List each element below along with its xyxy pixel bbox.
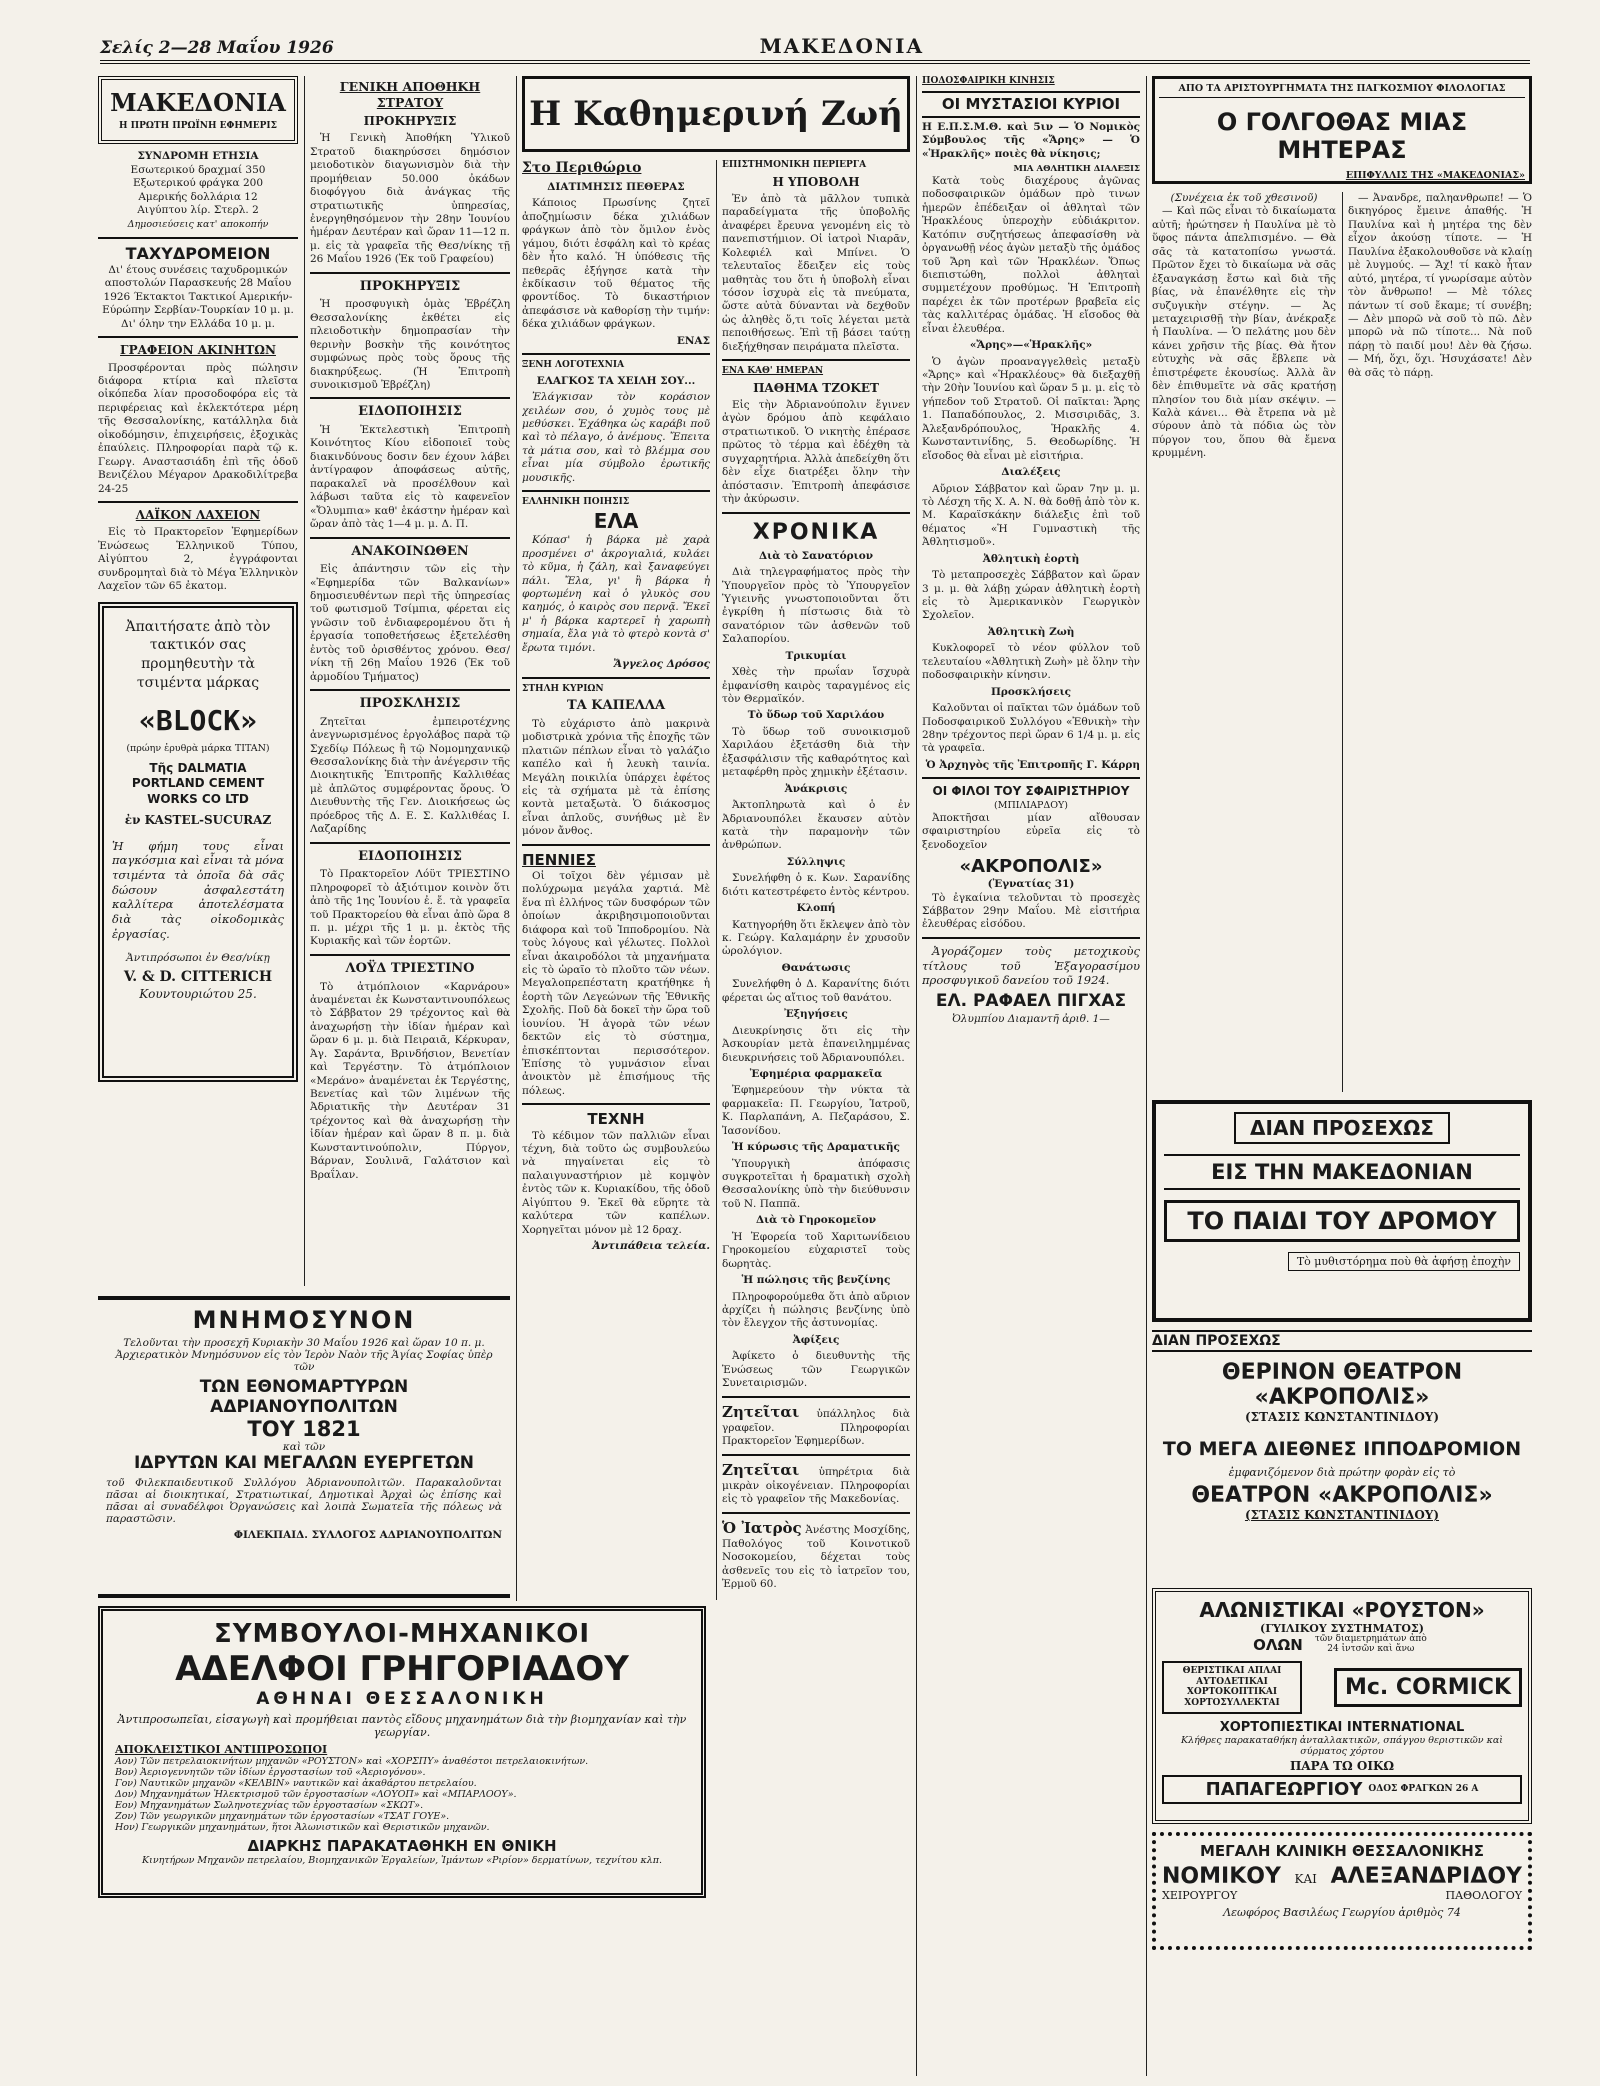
- buy-sign: ΕΛ. ΡΑΦΑΕΛ ΠΙΓΧΑΣ: [935, 991, 1127, 1012]
- sports-text5: Κυκλοφορεῖ τὸ νέον φύλλον τοῦ τελευταίου «Ἀθλητικὴ Ζωὴ» μὲ ὅλην τὴν ποδοσφαιρικὴν κίνησιν.: [922, 642, 1140, 682]
- art-sign: Ἀντιπάθεια τελεία.: [592, 1240, 710, 1253]
- lloyd-title: ΛΟΫΔ ΤΡΙΕΣΤΙΝΟ: [345, 960, 475, 976]
- engineers-footer: ΔΙΑΡΚΗΣ ΠΑΡΑΚΑΤΑΘΗΚΗ ΕΝ ΘΝΙΚΗ: [247, 1837, 557, 1855]
- column-1: [98, 76, 298, 1286]
- doctor-text: Ἀνέστης Μοσχίδης, Παθολόγος τοῦ Κοινοτικοῦ Νοσοκομείου, δέχεται τοὺς ἀσθενεῖς του εἰς τὸ ἰατρεῖον του, Ἐρμοῦ 60.: [722, 1523, 910, 1591]
- chronicle-list: [722, 550, 910, 1391]
- margin-sign: ΕΝΑΣ: [676, 334, 710, 347]
- chronicle-item-text: Συνελήφθη ὁ Δ. Καρανίτης διότι φέρεται ὡς αἴτιος τοῦ θανάτου.: [722, 978, 910, 1004]
- notice-text: Ἡ προσφυγικὴ ὁμὰς Ἐβρέζλη Θεσσαλονίκης ἐκθέτει εἰς πλειοδοτικὴν δημοπρασίαν τὴν θερινὴν βοσκὴν τῆς κοινότητος συμφώνως πρὸς τοὺς ὅρους τῆς διακηρύξεως. (Ἡ Ἐπιτροπὴ συνοικισμοῦ Ἐβρέζλη): [310, 298, 510, 391]
- engineers-title1: ΣΥΜΒΟΥΛΟΙ-ΜΗΧΑΝΙΚΟΙ: [213, 1619, 591, 1649]
- poem2-head: ΕΛΛΗΝΙΚΗ ΠΟΙΗΣΙΣ: [522, 497, 630, 508]
- chronicle-item-head: Τὸ ὕδωρ τοῦ Χαριλάου: [747, 709, 885, 722]
- sports-h4: Ἀθλητικὴ ἑορτὴ: [982, 552, 1080, 565]
- chronicle-item-head: Σύλληψις: [786, 855, 846, 868]
- sports-sign: Ὁ Ἀρχηγὸς τῆς Ἐπιτροπῆς Γ. Κάρρη: [925, 758, 1140, 771]
- theatre2-title: ΘΕΑΤΡΟΝ «ΑΚΡΟΠΟΛΙΣ»: [1191, 1483, 1493, 1508]
- serial-sub: ΕΠΙΦΥΛΛΙΣ ΤΗΣ «ΜΑΚΕΔΟΝΙΑΣ»: [1345, 170, 1525, 181]
- wanted2-head: Ζητεῖται: [722, 1460, 800, 1479]
- memorial-title: ΜΝΗΜΟΣΥΝΟΝ: [192, 1306, 416, 1334]
- wanted2-text: ὑπηρέτρια διὰ μικρὰν οἰκογένειαν. Πληροφορίαι εἰς τὸ γραφεῖον τῆς Μακεδονίας.: [722, 1465, 910, 1506]
- sports-text3: Αὔριον Σάββατον καὶ ὥραν 7ην μ. μ. τὸ Λέσχη τῆς Χ. Α. Ν. θὰ δοθῇ ἀπὸ τὸν κ. Μ. Καραϊσκάκην διάλεξις ἐπὶ τοῦ θέματος «Ἡ Γυμναστικὴ τῆς Ἀθλητισμοῦ».: [922, 482, 1140, 549]
- art-text: Τὸ κέδιμον τῶν παλλιῶν εἶναι τέχνη, διὰ τοῦτο ὡς συμβουλεύω νὰ πηγαίνεται εἰς τὸ παλαιγυναστήριον μὲ κομψὸν ἐντὸς τῶν κ. Κυριακίδου, τῆς ὁδοῦ Αἰγύπτου 9. Ἐκεῖ θὰ εὕρητε τὰ καλύτερα τῶν καπέλων. Χορηγεῖται μόνον μὲ 12 δραχ.: [522, 1129, 710, 1236]
- thresh-sizes: τῶν διαμετρημάτων ἀπὸ 24 ἰντσῶν καὶ ἄνω: [1314, 1634, 1427, 1654]
- thresh-addr: ΟΔΟΣ ΦΡΑΓΚΩΝ 26 Α: [1368, 1784, 1479, 1795]
- alert1-c: ΤΟ ΠΑΙΔΙ ΤΟΥ ΔΡΟΜΟΥ: [1164, 1200, 1520, 1242]
- clinic-name2: ΑΛΕΞΑΝΔΡΙΔΟΥ: [1330, 1864, 1522, 1889]
- clinic-and: ΚΑΙ: [1294, 1872, 1317, 1886]
- buy-addr: Ὀλυμπίου Διαμαντῆ ἀριθ. 1—: [952, 1012, 1110, 1025]
- billiard-title: ΟΙ ΦΙΛΟΙ ΤΟΥ ΣΦΑΙΡΙΣΤΗΡΙΟΥ: [932, 784, 1130, 799]
- chronicle-item-head: Διὰ τὸ Γηροκομεῖον: [755, 1214, 877, 1227]
- thresh-at: ΠΑΡΑ ΤΩ ΟΙΚΩ: [1289, 1758, 1395, 1773]
- chronicle-item-text: Διευκρίνησις ὅτι εἰς τὴν Ἀσκουρίαν μετὰ ἐπανειλημμένας διευκρινήσεις τοῦ Ἀδριανουπόλει.: [722, 1024, 910, 1064]
- subscription-line: Αιγύπτου λίρ. Στερλ. 2: [137, 203, 259, 216]
- wanted1-head: Ζητεῖται: [722, 1402, 800, 1421]
- clinic-name1: ΝΟΜΙΚΟΥ: [1162, 1864, 1281, 1889]
- chronicle-item-head: Ἡ κύρωσις τῆς Δραματικῆς: [732, 1141, 900, 1154]
- memorial-signature: ΦΙΛΕΚΠΑΙΔ. ΣΥΛΛΟΓΟΣ ΑΔΡΙΑΝΟΥΠΟΛΙΤΩΝ: [233, 1529, 502, 1541]
- chronicle-item-text: Χθὲς τὴν πρωΐαν ἴσχυρὰ ἐμφανίσθη καιρὸς ταραγμένος εἰς τὸν Θερμαϊκόν.: [722, 666, 910, 706]
- invitation-title: ΠΡΟΣΚΛΗΣΙΣ: [359, 696, 461, 712]
- daily-sub: ΠΑΘΗΜΑ ΤΖΟΚΕΤ: [753, 380, 879, 395]
- engineers-ad: [98, 1606, 706, 1898]
- serial-cont: (Συνέχεια ἐκ τοῦ χθεσινοῦ): [1170, 192, 1318, 204]
- post-title: ΤΑΧΥΔΡΟΜΕΙΟΝ: [125, 243, 271, 263]
- clinic-ad: [1152, 1832, 1532, 1950]
- clinic-role1: ΧΕΙΡΟΥΡΓΟΥ: [1162, 1889, 1238, 1902]
- masthead: [100, 34, 1530, 64]
- daily-text: Εἰς τὴν Ἀδριανούπολιν ἔγινεν ἀγὼν δρόμου ἀπὸ κεφάλαιο στρατιωτικοῦ. Ὁ νικητὴς ἐπέρασε πρῶτος τὸ τέρμα καὶ ἐδέχθη τὰ συγχαρητήρια. Ἀλλὰ ἀπεδείχθη ὅτι δὲν εἶχε διατρέξει ὅλην τὴν ἀπόστασιν. Ἐπιτροπὴ ἀπεφάσισε τὴν ἀκύρωσιν.: [722, 399, 910, 506]
- chronicle-item-text: Ἡ Ἐφορεία τοῦ Χαριτωνίδειου Γηροκομείου εὐχαριστεῖ τοὺς δωρητὰς.: [722, 1230, 910, 1270]
- engineers-item: Βον) Ἀεριογεννητῶν τῶν ἰδίων ἐργοστασίων τοῦ «Ἀεριογόνου».: [115, 1767, 426, 1778]
- theatre2-sub: (ΣΤΑΣΙΣ ΚΩΝΣΤΑΝΤΙΝΙΔΟΥ): [1244, 1508, 1440, 1522]
- poem2-sign: Ἄγγελος Δρόσος: [613, 658, 710, 671]
- sports-title: ΟΙ ΜΥΣΤΑΣΙΟΙ ΚΥΡΙΟΙ: [922, 91, 1140, 118]
- memorial-line2: ΤΟΥ 1821: [247, 1417, 361, 1441]
- science-text: Ἐν ἀπὸ τὰ μᾶλλον τυπικὰ παραδείγματα τῆς ὑποβολῆς ἀναφέρει ἔρευνα γενομένη εἰς τὸ πανεπιστήμιον. Οἱ ἰατροὶ Νιαρᾶν, Κολεφιέλ καὶ Μπίνει. Ὁ τελευταῖος ἔδειξεν εἰς τοὺς μαθητὰς του ὅτι ἡ ὑποβολὴ εἶναι τόσον ἰσχυρὰ εἰς τὰ πνεύματα, ὥστε αὐτὰ δύνανται νὰ δεχθοῦν ὡς ἀληθὲς ὅ,τι τοῖς λέγεται μετὰ πεποιθήσεως. Ἐπὶ τῇ βάσει ταύτῃ διεξήχθησαν πειράματα πλεῖστα.: [722, 192, 910, 353]
- clinic-role2: ΠΑΘΟΛΟΓΟΥ: [1445, 1889, 1522, 1902]
- invitation-text: Ζητεῖται ἐμπειροτέχνης ἀνεγνωρισμένος ἐργολάβος παρὰ τῷ Σχεδίῳ Πόλεως ἢ τῷ Νομομηχανικῷ Θεσσαλονίκης διὰ τὴν ἀνέγερσιν τῆς Διοικητικῆς Ἐπιτροπῆς Καλλιθέας μὲ ἀπλῶτος συμφέροντας ὅρους. Ὁ Διευθυντὴς τῆς Γεν. Διοικήσεως ὡς πρόεδρος τῆς Δ. Ε. Σ. Καλλιθέας Ι. Λαζαρίδης: [310, 715, 510, 836]
- alert1-b: ΕΙΣ ΤΗΝ ΜΑΚΕΔΟΝΙΑΝ: [1164, 1154, 1520, 1190]
- margin-text: Κάποιος Πρωσίνης ζητεῖ ἀποζημίωσιν δέκα χιλιάδων φράγκων ἀπὸ τὸν ὅμιλον ἑνὸς γάμου, διότι ἐσφάλη καὶ τὸ κρέας δὲν ἦτο καλό. Ἡ ὑπόθεσις τῆς πεθερᾶς ἐξήγησε κατὰ τὴν ἐκδίκασιν τοῦ θέματος τῆς φροντίδος. Τὸ δικαστήριον ἀπεφάσισε νὰ καθορίσῃ τὴν τιμήν: δέκα χιλιάδων φράγκων.: [522, 197, 710, 331]
- serial-col-a: [1152, 192, 1336, 1092]
- engineers-intro: Ἀντιπροσωπεῖαι, εἰσαγωγὴ καὶ προμήθειαι παντὸς εἴδους μηχανημάτων διὰ τὴν βιομηχανίαν καὶ τὴν γεωργίαν.: [117, 1713, 687, 1739]
- chronicle-item-text: Διὰ τηλεγραφήματος πρὸς τὴν Ὑπουργεῖον πρὸς τὸ Ὑπουργεῖον Ὑγιεινῆς γνωστοποιοῦνται ὅτι ἐγκρίθη ἡ πίστωσις διὰ τὸ σανατόριον τῶν ἀσθενῶν τοῦ Σαλαπορίου.: [722, 566, 910, 646]
- cement-claim: Ἡ φήμη τους εἶναι παγκόσμια καὶ εἶναι τὰ μόνα τσιμέντα τὰ ὁποῖα δὰ σᾶς δώσουν ἀσφαλεστάτη καλλίτερα ἀποτελέσματα διὰ τὰς οἰκοδομικὰς ἐργασίας.: [112, 838, 284, 941]
- army-title: ΓΕΝΙΚΗ ΑΠΟΘΗΚΗ ΣΤΡΑΤΟΥ: [339, 79, 481, 110]
- cement-brand: «BLOCK»: [138, 704, 257, 738]
- poem2-text: Κόπασ' ἡ βάρκα μὲ χαρὰ προσμένει σ' ἀκρογιαλιά, κυλάει τὸ κῦμα, ἡ ζάλη, καὶ ξαναφεύγει πάλι. Ἔλα, γι' ἢ βάρκα ἡ φορτωμένη καὶ ὁ γλυκὸς σου καημός, ὁ καιρὸς σου περνᾷ. Ἔκεῖ μ' ἡ βάρκα καρτερεῖ ἡ χαρωπὴ σημαία, ἔλα γιὰ τὸ φτερὸ κοντὰ σ' ἔρωτα τιμόνι.: [522, 534, 710, 654]
- sports-text6: Καλοῦνται οἱ παῖκται τῶν ὁμάδων τοῦ Ποδοσφαιρικοῦ Συλλόγου «Ἐθνικὴ» τὴν 28ην τρέχοντος περὶ ὥραν 6 1/4 μ. μ. εἰς τὰ γραφεῖα.: [922, 702, 1140, 755]
- billiard-sub: (ΜΠΙΛΙΑΡΔΟΥ): [994, 799, 1068, 811]
- sports-h3: Διαλέξεις: [1001, 466, 1061, 479]
- chronicle-item-head: Τρικυμίαι: [785, 649, 847, 662]
- poem-text: Ἐλάγκισαν τὸν κοράσιον χειλέων σου, ὁ χυμὸς τους μὲ μεθύσκει. Ἐχάθηκα ὡς καράβι ποῦ καὶ τὸ πέλαγο, ὁ ἀνέμους. Ἔπειτα τὰ μάτια σου, καὶ τὸ βλέμμα σου εἶναι μία σύμβολο ἐρωτικῆς μουσικῆς.: [522, 391, 710, 484]
- thresh-extra: Κλήθρες παρακαταθήκη ἀνταλλακτικῶν, σπάγγου θεριστικῶν καὶ σύρματος χόρτου: [1181, 1734, 1503, 1757]
- chronicle-item-head: Διὰ τὸ Σανατόριον: [759, 549, 873, 562]
- art-head: ΤΕΧΝΗ: [587, 1110, 645, 1129]
- sports-h2: «Ἄρης»—«Ἡρακλῆς»: [969, 339, 1093, 352]
- chronicle-item-head: Ἐφημέρια φαρμακεῖα: [749, 1067, 883, 1080]
- chronicle-item-head: Ἡ πώλησις τῆς βενζίνης: [741, 1274, 891, 1287]
- ladies-head: ΣΤΗΛΗ ΚΥΡΙΩΝ: [522, 683, 604, 694]
- engineers-title3: ΑΘΗΝΑΙ ΘΕΣΣΑΛΟΝΙΚΗ: [256, 1689, 548, 1709]
- chronicle-item-head: Ἀφίξεις: [792, 1333, 840, 1346]
- communique-title: ΑΝΑΚΟΙΝΩΘΕΝ: [351, 543, 469, 559]
- army-subtitle: ΠΡΟΚΗΡΥΞΙΣ: [363, 114, 457, 128]
- chronicle-item-text: Πληροφορούμεθα ὅτι ἀπὸ αὔριον ἀρχίζει ἡ πώλησις βενζίνης ὑπὸ τὸν ἔλεγχον τῆς ἀστυνομίας.: [722, 1290, 910, 1330]
- theatre1-title: ΘΕΡΙΝΟΝ ΘΕΑΤΡΟΝ «ΑΚΡΟΠΟΛΙΣ»: [1221, 1360, 1463, 1410]
- poem2-title: ΕΛΑ: [593, 508, 639, 533]
- subscription-line: Εξωτερικού φράγκα 200: [132, 177, 264, 190]
- lottery-text: Εἰς τὸ Πρακτορεῖον Ἐφημερίδων Ἐνώσεως Ἑλληνικοῦ Τύπου, Αἰγύπτου 2, ἐγγράφονται συνδρομηταὶ διὰ τὸ Μέγα Ἑλληνικὸν Λαχεῖον τῶν 65 ἐκατομ.: [98, 526, 298, 593]
- memorial-intro: Τελοῦνται τὴν προσεχῆ Κυριακὴν 30 Μαΐου 1926 καὶ ὥραν 10 π. μ. Ἀρχιερατικὸν Μνημόσυνον εἰς τὸν Ἱερὸν Ναὸν τῆς Ἁγίας Σοφίας ὑπὲρ τῶν: [115, 1337, 493, 1373]
- chronicle-item-head: Ἐξηγήσεις: [784, 1008, 848, 1021]
- ads-note: Δημοσιεύσεις κατ' αποκοπήν: [127, 219, 269, 231]
- tennis-text: Οἱ τοῖχοι δὲν γέμισαν μὲ πολύχρωμα μεγάλα χαρτιά. Μὲ ἕνα πὶ ἑλλήνος τῶν δυσφόρων τῶν ὁποίων ἀκριβησιμοποιοῦνται διάφορα καὶ τοῦ Ἱπποδρομίου. Νὰ τοὺς λόγους καὶ γέλωτες. Πολλοὶ εἶναι ἀκαιροδόλοι τὰ μηχανήματα εἰς τὸ ὡραῖο τὸ πλοῦτο τῶν νέων. Μεγαλοπρεπέστατη κρατήθηκε ἡ ἑορτὴ τῶν Λεγεώνων τῆς Ἐθνικῆς Σχολῆς. Ποῦ δὰ δοκεῖ τὴν ὥρα τοῦ ἰουνίου. Ἡ ἀγορὰ τῶν νέων δεκτῶν εἰς τὸ σύστημα, ἐπισκέπτονται περισσότερον. Ἐπίσης τὸ γυμνάσιον εἶναι ἀνοικτὸν μὲ ἐπισήμους τῆς πόλεως.: [522, 869, 710, 1097]
- chronicle-item-text: Ὑπουργικὴ ἀπόφασις συγκροτεῖται ἡ δραματικὴ σχολὴ Θεσσαλονίκης ὑπὸ τὴν διεύθυνσιν τοῦ Ν. Παππᾶ.: [722, 1157, 910, 1210]
- billiard-text: Ἀποκτῆσαι μίαν αἴθουσαν σφαιριστηρίου εὐρεῖα εἰς τὸ ξενοδοχεῖον: [922, 811, 1140, 851]
- alert1-a: ΔΙΑΝ ΠΡΟΣΕΧΩΣ: [1234, 1112, 1450, 1144]
- doctor: [722, 1519, 910, 1592]
- communique-text: Εἰς ἀπάντησιν τῶν εἰς τὴν «Ἐφημερίδα τῶν Βαλκανίων» δημοσιευθέντων περὶ τῆς ὑπηρεσίας τοῦ φωτισμοῦ Τσίμπια, φέρεται εἰς γνῶσιν τοῦ ἐνδιαφερομένου ὅτι ἡ ἐργασία τοποθετήσεως ἐξετελέσθη ἐντὸς τοῦ ὁρισθέντος χρόνου. Θεσ/νίκη τῇ 26ῃ Μαΐου 1926 (Ἐκ τοῦ ἀρμοδίου Τμήματος): [310, 563, 510, 683]
- serial-head: ΑΠΟ ΤΑ ΑΡΙΣΤΟΥΡΓΗΜΑΤΑ ΤΗΣ ΠΑΓΚΟΣΜΙΟΥ ΦΙΛΟΛΟΓΙΑΣ: [1159, 83, 1525, 98]
- daily-life-banner: [522, 76, 910, 152]
- cement-intro: Ἀπαιτήσατε ἀπὸ τὸν τακτικόν σας προμηθευτὴν τὰ τσιμέντα μάρκας: [125, 618, 271, 692]
- office-title: ΓΡΑΦΕΙΟΝ ΑΚΙΝΗΤΩΝ: [120, 343, 276, 358]
- paper-logo-box: [98, 76, 298, 144]
- serial-title: Ο ΓΟΛΓΟΘΑΣ ΜΙΑΣ ΜΗΤΕΡΑΣ: [1216, 108, 1468, 164]
- lloyd-notice-text: Τὸ Πρακτορεῖον Λόϋτ ΤΡΙΕΣΤΙΝΟ πληροφορεῖ τὸ ἀξιότιμον κοινὸν ὅτι ἀπὸ τῆς 1ης Ἰουνίου ἐ. ἔ. τὰ γραφεῖα τοῦ Πρακτορείου θὰ εἶναι ἀπὸ ὥρα 8 π. μ. μέχρι τῆς 1 μ. μ. ἐκτὸς τῆς Κυριακῆς καὶ τῶν ἑορτῶν.: [310, 868, 510, 948]
- alert1-d: Τὸ μυθιστόρημα ποὺ θὰ ἀφήσῃ ἐποχὴν: [1288, 1252, 1520, 1271]
- memorial-and: καὶ τῶν: [282, 1441, 326, 1453]
- science-sub: Η ΥΠΟΒΟΛΗ: [772, 174, 860, 189]
- engineers-item: Ηον) Γεωργικῶν μηχανημάτων, ἥτοι Ἀλωνιστικῶν καὶ Θεριστικῶν μηχανῶν.: [115, 1822, 490, 1833]
- subscription-line: Αμερικής δολλάρια 12: [138, 190, 258, 203]
- sports-head: ΠΟΔΟΣΦΑΙΡΙΚΗ ΚΙΝΗΣΙΣ: [922, 76, 1055, 86]
- memorial-body: τοῦ Φιλεκπαιδευτικοῦ Συλλόγου Ἀδριανουπολιτῶν. Παρακαλοῦνται πᾶσαι αἱ διοικητικαί, Στρατιωτικαί, Δημοτικαὶ Ἀρχαὶ ὡς ἐπίσης καὶ πᾶσαι αἱ συναδέλφοι Ὀργανώσεις καὶ λοιπὰ Σωματεῖα τῆς πόλεως νὰ παραστῶσιν.: [106, 1477, 502, 1525]
- chronicle-item-text: Κατηγορήθη ὅτι ἔκλεψεν ἀπὸ τὸν κ. Γεώργ. Καλαμάρην ἐν χρυσοῦν ὡρολόγιον.: [722, 918, 910, 958]
- engineers-item: Γον) Ναυτικῶν μηχανῶν «ΚΕΛΒΙΝ» ναυτικῶν καὶ ἀκαθάρτου πετρελαίου.: [115, 1778, 477, 1789]
- chronicle-item-head: Θανάτωσις: [781, 961, 851, 974]
- hippo-title: ΤΟ ΜΕΓΑ ΔΙΕΘΝΕΣ ΙΠΠΟΔΡΟΜΙΟΝ: [1162, 1438, 1522, 1460]
- thresh-all: ΟΛΩΝ: [1253, 1635, 1303, 1654]
- cement-company: Τῆς DALMATIA PORTLAND CEMENT WORKS CO LTD: [131, 761, 265, 806]
- thresh-title: ΑΛΩΝΙΣΤΙΚΑΙ «ΡΟΥΣΤΟΝ»: [1199, 1598, 1485, 1622]
- chronicle-head: ΧΡΟΝΙΚΑ: [752, 519, 880, 545]
- cement-place: ἐν KASTEL-SUCURAZ: [124, 813, 272, 828]
- page-date: Σελίς 2—28 Μαΐου 1926: [100, 38, 334, 58]
- engineers-footer-sub: Κινητήρων Μηχανῶν πετρελαίου, Βιομηχανικῶν Ἐργαλείων, Ἱμάντων «Ριρίον» δερματίνων, τεχνίτου κλπ.: [142, 1855, 662, 1866]
- engineers-exclusive: ΑΠΟΚΛΕΙΣΤΙΚΟΙ ΑΝΤΙΠΡΟΣΩΠΟΙ: [115, 1743, 328, 1756]
- daily-life-title: Η Καθημερινή Ζωή: [529, 94, 903, 134]
- paper-logo: ΜΑΚΕΔΟΝΙΑ: [110, 88, 286, 117]
- billiard-addr: (Ἐγνατίας 31): [987, 878, 1075, 891]
- wanted2: [722, 1461, 910, 1507]
- margin-sub: ΔΙΑΤΙΜΗΣΙΣ ΠΕΘΕΡΑΣ: [547, 180, 685, 193]
- theatre-ad: [1152, 1330, 1532, 1580]
- billiard-brand: «ΑΚΡΟΠΟΛΙΣ»: [959, 856, 1103, 878]
- paper-title: ΜΑΚΕΔΟΝΙΑ: [759, 34, 925, 58]
- thresher-ad: [1152, 1588, 1532, 1824]
- memorial-line3: ΙΔΡΥΤΩΝ ΚΑΙ ΜΕΓΑΛΩΝ ΕΥΕΡΓΕΤΩΝ: [133, 1453, 474, 1473]
- poem-head: ΞΕΝΗ ΛΟΓΟΤΕΧΝΙΑ: [522, 360, 625, 371]
- serial-col-b: [1348, 192, 1532, 1092]
- engineers-item: Δον) Μηχανημάτων Ἠλεκτρισμοῦ τῶν ἐργοστασίων «ΛΟΥΟΠ» καὶ «ΜΠΑΡΛΟΟΥ».: [115, 1789, 517, 1800]
- sports-sub: Η Ε.Π.Σ.Μ.Θ. καὶ 5ιν — Ὁ Νομικὸς Σύμβουλος τῆς «Ἄρης» — Ὁ «Ἡρακλῆς» ποιὲς θὰ νίκησις;: [922, 120, 1140, 160]
- column-3a: [522, 160, 710, 1600]
- subscription-line: Εσωτερικού δραχμαί 350: [130, 163, 266, 176]
- wanted1-text: ὑπάλληλος διὰ γραφεῖον. Πληροφορίαι Πρακτορεῖον Ἐφημερίδων.: [722, 1407, 910, 1448]
- serial-a: — Καὶ πῶς εἶναι τὸ δικαίωματα αὐτῆ; ἠρώτησεν ἡ Παυλίνα μὲ τὸ ὕφος πάντα ἀπελπισμένο. — Θὰ σᾶς τὰ κατατοπίσω γνωστά. Πρῶτον ἔχει τὸ δικαίωμα νὰ σᾶς ἐξαναγκάσῃ ἔστω καὶ διὰ τῆς βίας, νὰ ἐπανέλθητε εἰς τὴν συζυγικὴν στέγην. — Ἀς μεταχειρισθῇ τὴν βίαν, ἀνέκραξε ἡ Παυλίνα. — Ὁ πελάτης μου δὲν κάνει χρῆσιν τῆς βίας. Θὰ ἤτον εὐτυχὴς νὰ σᾶς ἔβλεπε νὰ ἐπιστρέφετε ἐκουσίως. Ἀλλὰ ἂν δὲν ἐπιθυμεῖτε νὰ σᾶς κρατήσῃ πλησίον του διὰ μίαν σκέψιν. — Καλὰ κάνει... Θὰ ἔτρεπα νὰ μὲ σύρουν ἀπὸ τὰ πόδια ὡς τὸν πύργον του, ὅπου θὰ ἔμενα κρυμμένη.: [1152, 205, 1336, 460]
- chronicle-item-head: Κλοπή: [796, 902, 836, 915]
- chronicle-item-text: Ἀφίκετο ὁ διευθυντὴς τῆς Ἑνώσεως τῶν Γεωργικῶν Συνεταιρισμῶν.: [722, 1350, 910, 1390]
- hippo-sub: ἐμφανιζόμενον διὰ πρώτην φορὰν εἰς τὸ: [1228, 1466, 1456, 1479]
- chronicle-item-text: Τὸ ὕδωρ τοῦ συνοικισμοῦ Χαριλάου ἐξετάσθη διὰ τὴν ἐξασφάλισιν τῆς καθαρότητος καὶ μεταφέρθη πρὸς χημικὴν ἐξέτασιν.: [722, 725, 910, 779]
- daily-head: ΕΝΑ ΚΑΘ' ΗΜΕΡΑΝ: [722, 366, 824, 377]
- serial-b: — Ἀνανδρε, παληανθρωπε! — Ὁ δικηγόρος ἔμεινε ἀπαθής. Ἡ Παυλίνα καὶ ἡ μητέρα της δὲν εἶχον ἀκούσῃ τίποτε. — Ἡ Παυλίνα ἐξακολουθοῦσε νὰ κλαίῃ μὲ λυγμούς. — Ἄχ! τί κακὸ ἦταν αὐτό, μητέρα, τί γνωρίσαμε αὐτὸν τὸν ἄνθρωπο! — Μὲ τόλες πάντων τί σοῦ ἔκαμε; τί συνέβη; — Δὲν μπορῶ νὰ σοῦ τὸ πῶ. Δὲν μπορῶ νὰ πῶ τίποτε... Νὰ ποῦ πάρῃ τὸ παιδί μου! Δὲν θὰ ζήσω. — Μή, ὅχι, ὅχι. Ἡσυχάσατε! Δὲν θὰ σᾶς τὸ πάρῃ.: [1348, 192, 1532, 379]
- notice-title: ΠΡΟΚΗΡΥΞΙΣ: [359, 278, 461, 294]
- thresh-left: ΘΕΡΙΣΤΙΚΑΙ ΑΠΛΑΙ ΑΥΤΟΔΕΤΙΚΑΙ ΧΟΡΤΟΚΟΠΤΙΚΑΙ ΧΟΡΤΟΣΥΛΛΕΚΤΑΙ: [1162, 1661, 1302, 1714]
- column-2: [310, 76, 510, 1286]
- army-text: Ἡ Γενικὴ Ἀποθήκη Ὑλικοῦ Στρατοῦ διακηρύσσει δημόσιον μειοδοτικὸν διαγωνισμὸν διὰ τὴν προμήθειαν 50.000 ὀκάδων διοφόγγου διὰ ἀνάγκας τῆς στρατιωτικῆς ὑπηρεσίας, ἐνεργηθησόμενον τὴν 28ην Ἰουνίου ἡμέραν Δευτέραν καὶ ὥραν 11—12 π. μ. εἰς τὰ γραφεῖα τῆς Θεσ/νίκης τῇ 26 Μαΐου 1926 (Ἐκ τοῦ Γραφείου): [310, 132, 510, 266]
- paper-logo-sub: Η ΠΡΩΤΗ ΠΡΩΪΝΗ ΕΦΗΜΕΡΙΣ: [119, 120, 277, 131]
- doctor-head: Ὁ Ἰατρὸς: [722, 1518, 802, 1537]
- thresh-intl: ΧΟΡΤΟΠΙΕΣΤΙΚΑΙ INTERNATIONAL: [1219, 1719, 1465, 1735]
- cement-addr: Κουντουριώτου 25.: [139, 986, 257, 1001]
- cement-ad: [98, 602, 298, 1082]
- column-3b: [722, 160, 910, 2086]
- sports-text2: Ὁ ἀγὼν προαναγγελθεὶς μεταξὺ «Ἄρης» καὶ «Ἡρακλέους» θὰ διεξαχθῇ τὴν 20ὴν Ἰουνίου καὶ ὥραν 5 μ. μ. εἰς τὸ γήπεδον τοῦ Στρατοῦ. Οἱ παῖκται: Ἄρης 1. Παπαδόπουλος, 2. Μισσιριδᾶς, 3. Ἀλεξανδρόπουλος, Ἡρακλῆς 4. Κωνσταντινίδης, 5. Θεοδωρίδης. Ἡ εἴσοδος θὰ εἶναι μὲ εἰσιτήρια.: [922, 355, 1140, 462]
- poem-sub: ΕΛΑΓΚΟΣ ΤΑ ΧΕΙΛΗ ΣΟΥ...: [536, 374, 696, 387]
- sports-text: Κατὰ τοὺς διαχέρους ἀγῶνας ποδοσφαιρικῶν ὁμάδων πρὸ τινων ἡμερῶν ἐπέδειξαν οἱ ἀθληταὶ τῶν Ἡρακλέους ὑπεροχὴν εὐδιάκριτον. Κατόπιν συζητήσεως ἀπεφασίσθη νὰ ὀργανωθῇ νέος ἀγὼν μεταξὺ τῆς ὁμάδος τοῦ Ἄρη καὶ τῶν Ἡρακλέων. Ὅπως διεπιστώθη, πολλοὶ ἀθληταὶ συμμετέχουν προθύμως. Ἡ Ἐπιτροπὴ παρέχει ἐκ τῶν προτέρων βραβεῖα εἰς τὰς καλλιτέρας ὁμάδας. Ἡ εἴσοδος θὰ εἶναι ἐλευθέρα.: [922, 174, 1140, 335]
- cement-agent-label: Ἀντιπρόσωποι ἐν Θεσ/νίκῃ: [126, 951, 270, 964]
- post-text: Δι' έτους συνέσεις ταχυδρομικών αποστολών Παρασκευής 28 Μαΐου 1926 Έκτακτοι Τακτικοί Αμερικήν-Εύρώπην Σερβίαν-Τουρκίαν 10 μ. μ. Δι' όλην την Ελλάδα 10 μ. μ.: [102, 264, 294, 330]
- lloyd-notice-title: ΕΙΔΟΠΟΙΗΣΙΣ: [358, 848, 462, 864]
- column-4: [922, 76, 1140, 2076]
- chronicle-item-text: Ἀκτοπληρωτὰ καὶ ὁ ἐν Ἀδριανουπόλει ἔκαυσεν αὐτὸν κατὰ τὴν παραμονὴν τῶν ἀνθρώπων.: [722, 799, 910, 852]
- serial-header: [1152, 76, 1532, 184]
- thresh-brand: Mc. CORMICK: [1334, 1668, 1522, 1707]
- announcement-title: ΕΙΔΟΠΟΙΗΣΙΣ: [358, 404, 462, 420]
- memorial-notice: [98, 1296, 510, 1598]
- chronicle-item-head: Ἀνάκρισις: [784, 782, 848, 795]
- cement-agent: V. & D. CITTERICH: [123, 968, 273, 985]
- cement-formerly: (πρώην ἐρυθρὰ μάρκα TITAN): [126, 742, 270, 754]
- chronicle-item-text: Ἐφημερεύουν τὴν νύκτα τὰ φαρμακεῖα: Π. Γεωργίου, Ἰατροῦ, Κ. Παρλαπάνη, Α. Πεζαράσου, Σ. Ἰασονίδου.: [722, 1084, 910, 1137]
- sports-text4: Τὸ μεταπροσεχὲς Σάββατον καὶ ὥραν 3 μ. μ. θὰ λάβῃ χώραν ἀθλητικὴ ἑορτὴ εἰς τὸ Ἀμερικανικὸν Γεωργικὸν Σχολεῖον.: [922, 569, 1140, 622]
- theatre1-sub: (ΣΤΑΣΙΣ ΚΩΝΣΤΑΝΤΙΝΙΔΟΥ): [1244, 1410, 1440, 1424]
- clinic-addr: Λεωφόρος Βασιλέως Γεωργίου ἀριθμὸς 74: [1223, 1906, 1461, 1919]
- margin-head: Στο Περιθώριο: [522, 160, 642, 176]
- chronicle-item-text: Συνελήφθη ὁ κ. Κων. Σαρανίδης διότι κατεστρέφετο ἐντὸς κέντρου.: [722, 872, 910, 898]
- engineers-item: Εον) Μηχανημάτων Σωληνοτεχνίας τῶν ἐργοστασίων «ΣΚΩΤ».: [115, 1800, 424, 1811]
- engineers-item: Ζον) Τῶν γεωργικῶν μηχανημάτων τῶν ἐργοστασίων «ΤΣΑΤ ΓΟΥΕ».: [115, 1811, 450, 1822]
- ladies-title: ΤΑ ΚΑΠΕΛΛΑ: [566, 698, 666, 714]
- memorial-line1: ΤΩΝ ΕΘΝΟΜΑΡΤΥΡΩΝ ΑΔΡΙΑΝΟΥΠΟΛΙΤΩΝ: [199, 1377, 409, 1417]
- announcement-text: Ἡ Ἐκτελεστικὴ Ἐπιτροπὴ Κοινότητος Κίου εἰδοποιεῖ τοὺς διακινδύνους δοσιν δεν έχουν λάβει ἀντίγραφον ἀποφάσεως αὐτῆς, παρακαλεῖ νὰ προσέλθουν καὶ λάβωσι ταῦτα εἰς τὸ καφενεῖον «Ὄλυμπια» καθ' ἑκάστην ἡμέραν καὶ ὥραν ἀπὸ τὰς 1—4 μ. μ. Δ. Π.: [310, 424, 510, 531]
- alert1-ad: [1152, 1100, 1532, 1322]
- engineers-item: Αον) Τῶν πετρελαιοκινήτων μηχανῶν «ΡΟΥΣΤΟΝ» καὶ «ΧΟΡΣΠΥ» ἀναθέστοι πετρελαιοκινήτων.: [115, 1756, 589, 1767]
- engineers-title2: ΑΔΕΛΦΟΙ ΓΡΗΓΟΡΙΑΔΟΥ: [175, 1649, 629, 1689]
- thresh-house: ΠΑΠΑΓΕΩΡΓΙΟΥ: [1205, 1778, 1363, 1800]
- clinic-title: ΜΕΓΑΛΗ ΚΛΙΝΙΚΗ ΘΕΣΣΑΛΟΝΙΚΗΣ: [1199, 1842, 1485, 1860]
- alert2-a: ΔΙΑΝ ΠΡΟΣΕΧΩΣ: [1152, 1330, 1532, 1352]
- ladies-text: Τὸ εὐχάριστο ἀπὸ μακρινὰ μοδιστρικὰ χρόνια τῆς ἐποχῆς τῶν πλατιῶν πέπλων εἶναι τὸ γαλάζιο καπέλο καὶ ἡ λευκὴ ταινία. Μεγάλη ποικιλία ὑπάρχει ἐφέτος εἰς τὰ σχήματα μὲ τὰ ἐπίσης κοντὰ μεταξωτὰ. Ὁ διάκοσμος εἶναι ἁπλοῦς, συνήθως μὲ ἓν μόνον ἄνθος.: [522, 717, 710, 838]
- buy-text: Ἀγοράζομεν τοὺς μετοχικοὺς τίτλους τοῦ Ἐξαγορασίμου προσφυγικοῦ δανείου τοῦ 1924.: [922, 943, 1140, 988]
- billiard-text2: Τὸ ἐγκαίνια τελοῦνται τὸ προσεχὲς Σάββατον 29ην Μαΐου. Μὲ εἰσιτήρια ἐλευθέρας εἰσόδου.: [922, 891, 1140, 931]
- lloyd-text: Τὸ ἀτμόπλοιον «Καρνάρου» ἀναμένεται ἐκ Κωνσταντινουπόλεως τὸ Σάββατον 29 τρέχοντος καὶ θὰ ἀναχωρήσῃ τὴν ἰδίαν ἡμέραν καὶ ὥραν 6 μ. μ. διὰ Πειραιᾶ, Κέρκυραν, Ἀγ. Σαράντα, Βρινδήσιον, Βενετίαν καὶ Τεργέστην. Τὸ ἀτμόπλοιον «Μεράνο» ἀναμένεται ἐκ Τεργέστης, Βενετίας καὶ τῶν λιμένων τῆς Ἀδριατικῆς τὴν Δευτέραν 31 τρέχοντος καὶ θὰ ἀναχωρήσῃ τὴν ἰδίαν ἡμέραν καὶ ὥραν 8 π. μ. διὰ Κωνσταντινούπολιν, Πύργον, Βάρναν, Σουλινᾶ, Γαλάτσιον καὶ Βραΐλαν.: [310, 980, 510, 1181]
- sports-h5: Ἀθλητικὴ Ζωὴ: [987, 625, 1075, 638]
- subscription-title: ΣΥΝΔΡΟΜΗ ΕΤΗΣΙΑ: [137, 150, 259, 163]
- science-head: ΕΠΙΣΤΗΜΟΝΙΚΗ ΠΕΡΙΕΡΓΑ: [722, 160, 867, 170]
- lottery-title: ΛΑΪΚΟΝ ΛΑΧΕΙΟΝ: [135, 507, 261, 522]
- wanted1: [722, 1403, 910, 1449]
- sports-h6: Προσκλήσεις: [990, 685, 1072, 698]
- sports-tag: ΜΙΑ ΑΘΛΗΤΙΚΗ ΔΙΑΛΕΞΙΣ: [1013, 164, 1140, 175]
- thresh-sub: (ΓΥΙΛΙΚΟΥ ΣΥΣΤΗΜΑΤΟΣ): [1260, 1622, 1424, 1635]
- tennis-head: ΠΕΝΝΙΕΣ: [522, 850, 596, 869]
- office-text: Προσφέρονται πρὸς πώλησιν διάφορα κτίρια καὶ πλεῖστα οἰκόπεδα λίαν προσοδοφόρα εἰς τὰ περιφέρειας καὶ ἐκλεκτότερα μέρη τῆς Θεσσαλονίκης, κατάλληλα διὰ οἰκοδόμησιν, ἐπιχειρήσεις, ἐξοχικὰς ἐπαύλεις. Πληροφορίαι παρὰ τῷ κ. Γεωργ. Αναστασιάδη ἐπὶ τῆς ὁδοῦ Βενιζέλου Μέγαρον Δρακοδιλίτρεβα 24-25: [98, 361, 298, 495]
